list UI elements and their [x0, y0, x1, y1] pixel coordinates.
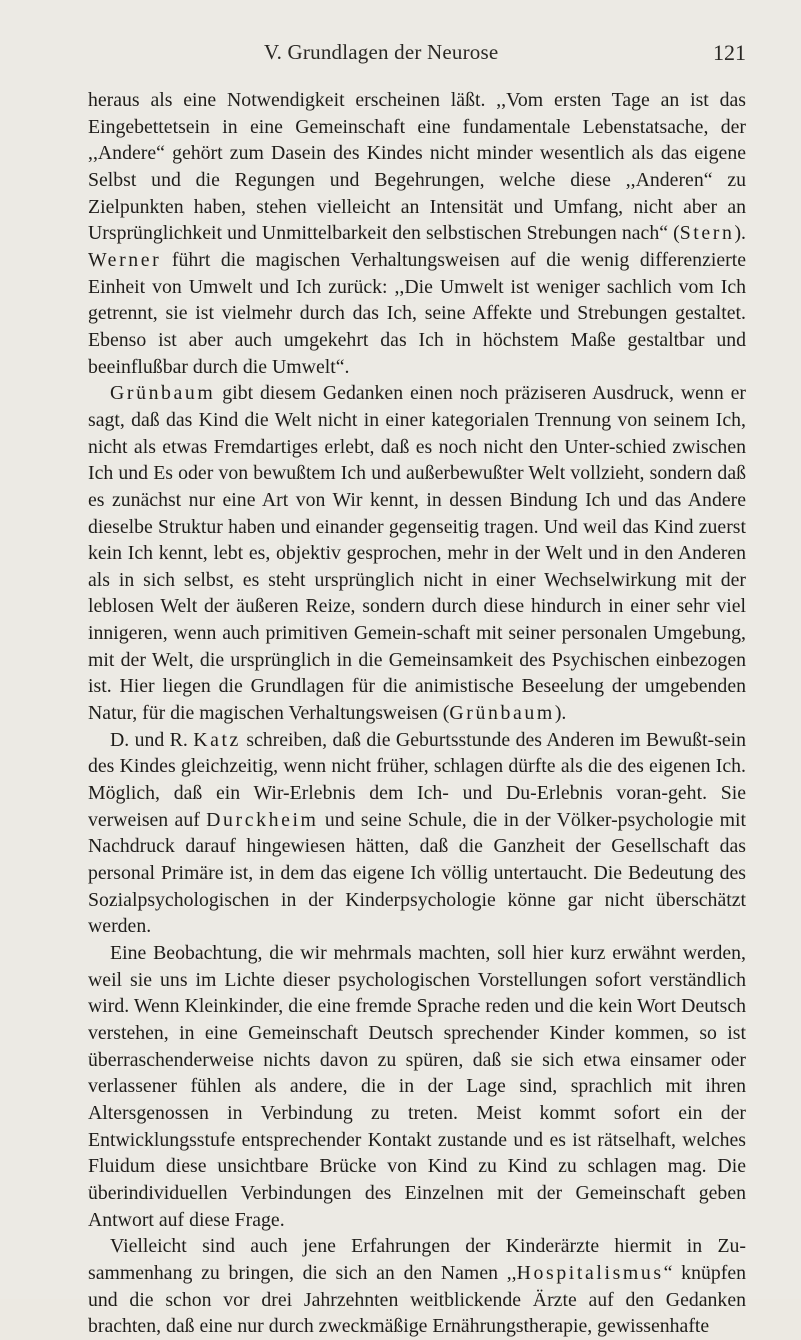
paragraph	[88, 940, 746, 1233]
text-run: “ knüpfen und die schon vor drei Jahrzehnten weitblickende Ärzte auf den Gedanken brachten, daß eine nur durch zweckmäßige Ernährungstherapie, gewissenhafte	[88, 1261, 746, 1338]
text-run: und seine Schule, die in der Völker-psychologie mit Nachdruck darauf hingewiesen hätten, daß die Ganzheit der Gesellschaft das personal Primäre ist, in dem das eigene Ich völlig untertaucht. Die Bedeutung des Sozialpsychologischen in der Kinderpsychologie könne gar nicht überschätzt werden.	[88, 808, 746, 938]
text-run: führt die magischen Verhaltungsweisen auf die wenig differenzierte Einheit von Umwelt und Ich zurück: ,,Die Umwelt ist weniger sachlich vom Ich getrennt, sie ist vielmehr durch das Ich, seine Affekte und Strebungen gestaltet. Ebenso ist aber auch umgekehrt das Ich in höchstem Maße gestaltbar und beeinflußbar durch die Umwelt“.	[88, 248, 746, 378]
spaced-author-name: Grünbaum	[110, 382, 216, 405]
body-text	[88, 87, 746, 1340]
text-run: Eine Beobachtung, die wir mehrmals machten, soll hier kurz erwähnt werden, weil sie uns im Lichte dieser psychologischen Vorstellungen sofort verständlich wird. Wenn Kleinkinder, die eine fremde Sprache reden und die kein Wort Deutsch verstehen, in eine Gemeinschaft Deutsch sprechender Kinder kommen, so ist überraschenderweise nichts davon zu spüren, daß sie sich etwa einsamer oder verlassener fühlen als andere, die in der Lage sind, sprachlich mit ihren Altersgenossen in Verbindung zu treten. Meist kommt sofort ein der Entwicklungsstufe entsprechender Kontakt zustande und es ist rätselhaft, welches Fluidum diese unsichtbare Brücke von Kind zu Kind zu schlagen mag. Die überindividuellen Verbindungen des Einzelnen mit der Gemeinschaft geben Antwort auf diese Frage.	[88, 942, 746, 1231]
spaced-author-name: Hospitalismus	[516, 1261, 664, 1284]
text-run: Vielleicht sind auch jene Erfahrungen der Kinderärzte hiermit in Zu-sammenhang zu bringen, die sich an den Namen ,,	[88, 1235, 746, 1284]
text-run: ).	[554, 702, 567, 725]
running-head	[88, 40, 746, 72]
paragraph	[88, 87, 746, 380]
spaced-author-name: Durckheim	[206, 808, 319, 831]
text-run: schreiben, daß die Geburtsstunde des Anderen im Bewußt-sein des Kindes gleichzeitig, wenn nicht früher, schlagen dürfte als die des eigenen Ich. Möglich, daß ein Wir-Erlebnis dem Ich- und Du-Erlebnis voran-geht. Sie verweisen auf	[88, 728, 746, 831]
text-run: heraus als eine Notwendigkeit erscheinen läßt. ,,Vom ersten Tage an ist das Eingebettetsein in eine Gemeinschaft eine fundamentale Lebenstatsache, der ,,Andere“ gehört zum Dasein des Kindes nicht minder wesentlich als das eigene Selbst und die Regungen und Begehrungen, welche diese ,,Anderen“ zu Zielpunkten haben, stehen vielleicht an Intensität und Umfang, nicht aber an Ursprünglichkeit und Unmittelbarkeit den selbstischen Strebungen nach“ (	[88, 89, 746, 245]
text-run: ).	[734, 222, 746, 245]
spaced-author-name: Grünbaum	[449, 702, 555, 725]
spaced-author-name: Stern	[679, 222, 735, 245]
text-run: D. und R.	[110, 728, 194, 751]
paragraph	[88, 1233, 746, 1340]
paragraph	[88, 727, 746, 940]
text-run: gibt diesem Gedanken einen noch präziseren Ausdruck, wenn er sagt, daß das Kind die Welt nicht in einer kategorialen Trennung von seinem Ich, nicht als etwas Fremdartiges erlebt, daß es noch nicht den Unter-schied zwischen Ich und Es oder von bewußtem Ich und außerbewußter Welt vollzieht, sondern daß es zunächst nur eine Art von Wir kennt, in dessen Bindung Ich und das Andere dieselbe Struktur haben und einander gegenseitig tragen. Und weil das Kind zuerst kein Ich kennt, lebt es, objektiv gesprochen, mehr in der Welt und in den Anderen als in sich selbst, es steht ursprünglich nicht in einer Wechselwirkung mit der leblosen Welt der äußeren Reize, sondern durch diese hindurch in einer sehr viel innigeren, wenn auch primitiven Gemein-schaft mit seiner personalen Umgebung, mit der Welt, die ursprünglich in die Gemeinsamkeit des Psychischen einbezogen ist. Hier liegen die Grundlagen für die animistische Beseelung der umgebenden Natur, für die magischen Verhaltungsweisen (	[88, 382, 746, 725]
chapter-title: V. Grundlagen der Neurose	[264, 40, 499, 64]
page-number: 121	[713, 40, 746, 65]
spaced-author-name: Werner	[88, 248, 162, 271]
paragraph	[88, 380, 746, 727]
spaced-author-name: Katz	[193, 728, 241, 751]
